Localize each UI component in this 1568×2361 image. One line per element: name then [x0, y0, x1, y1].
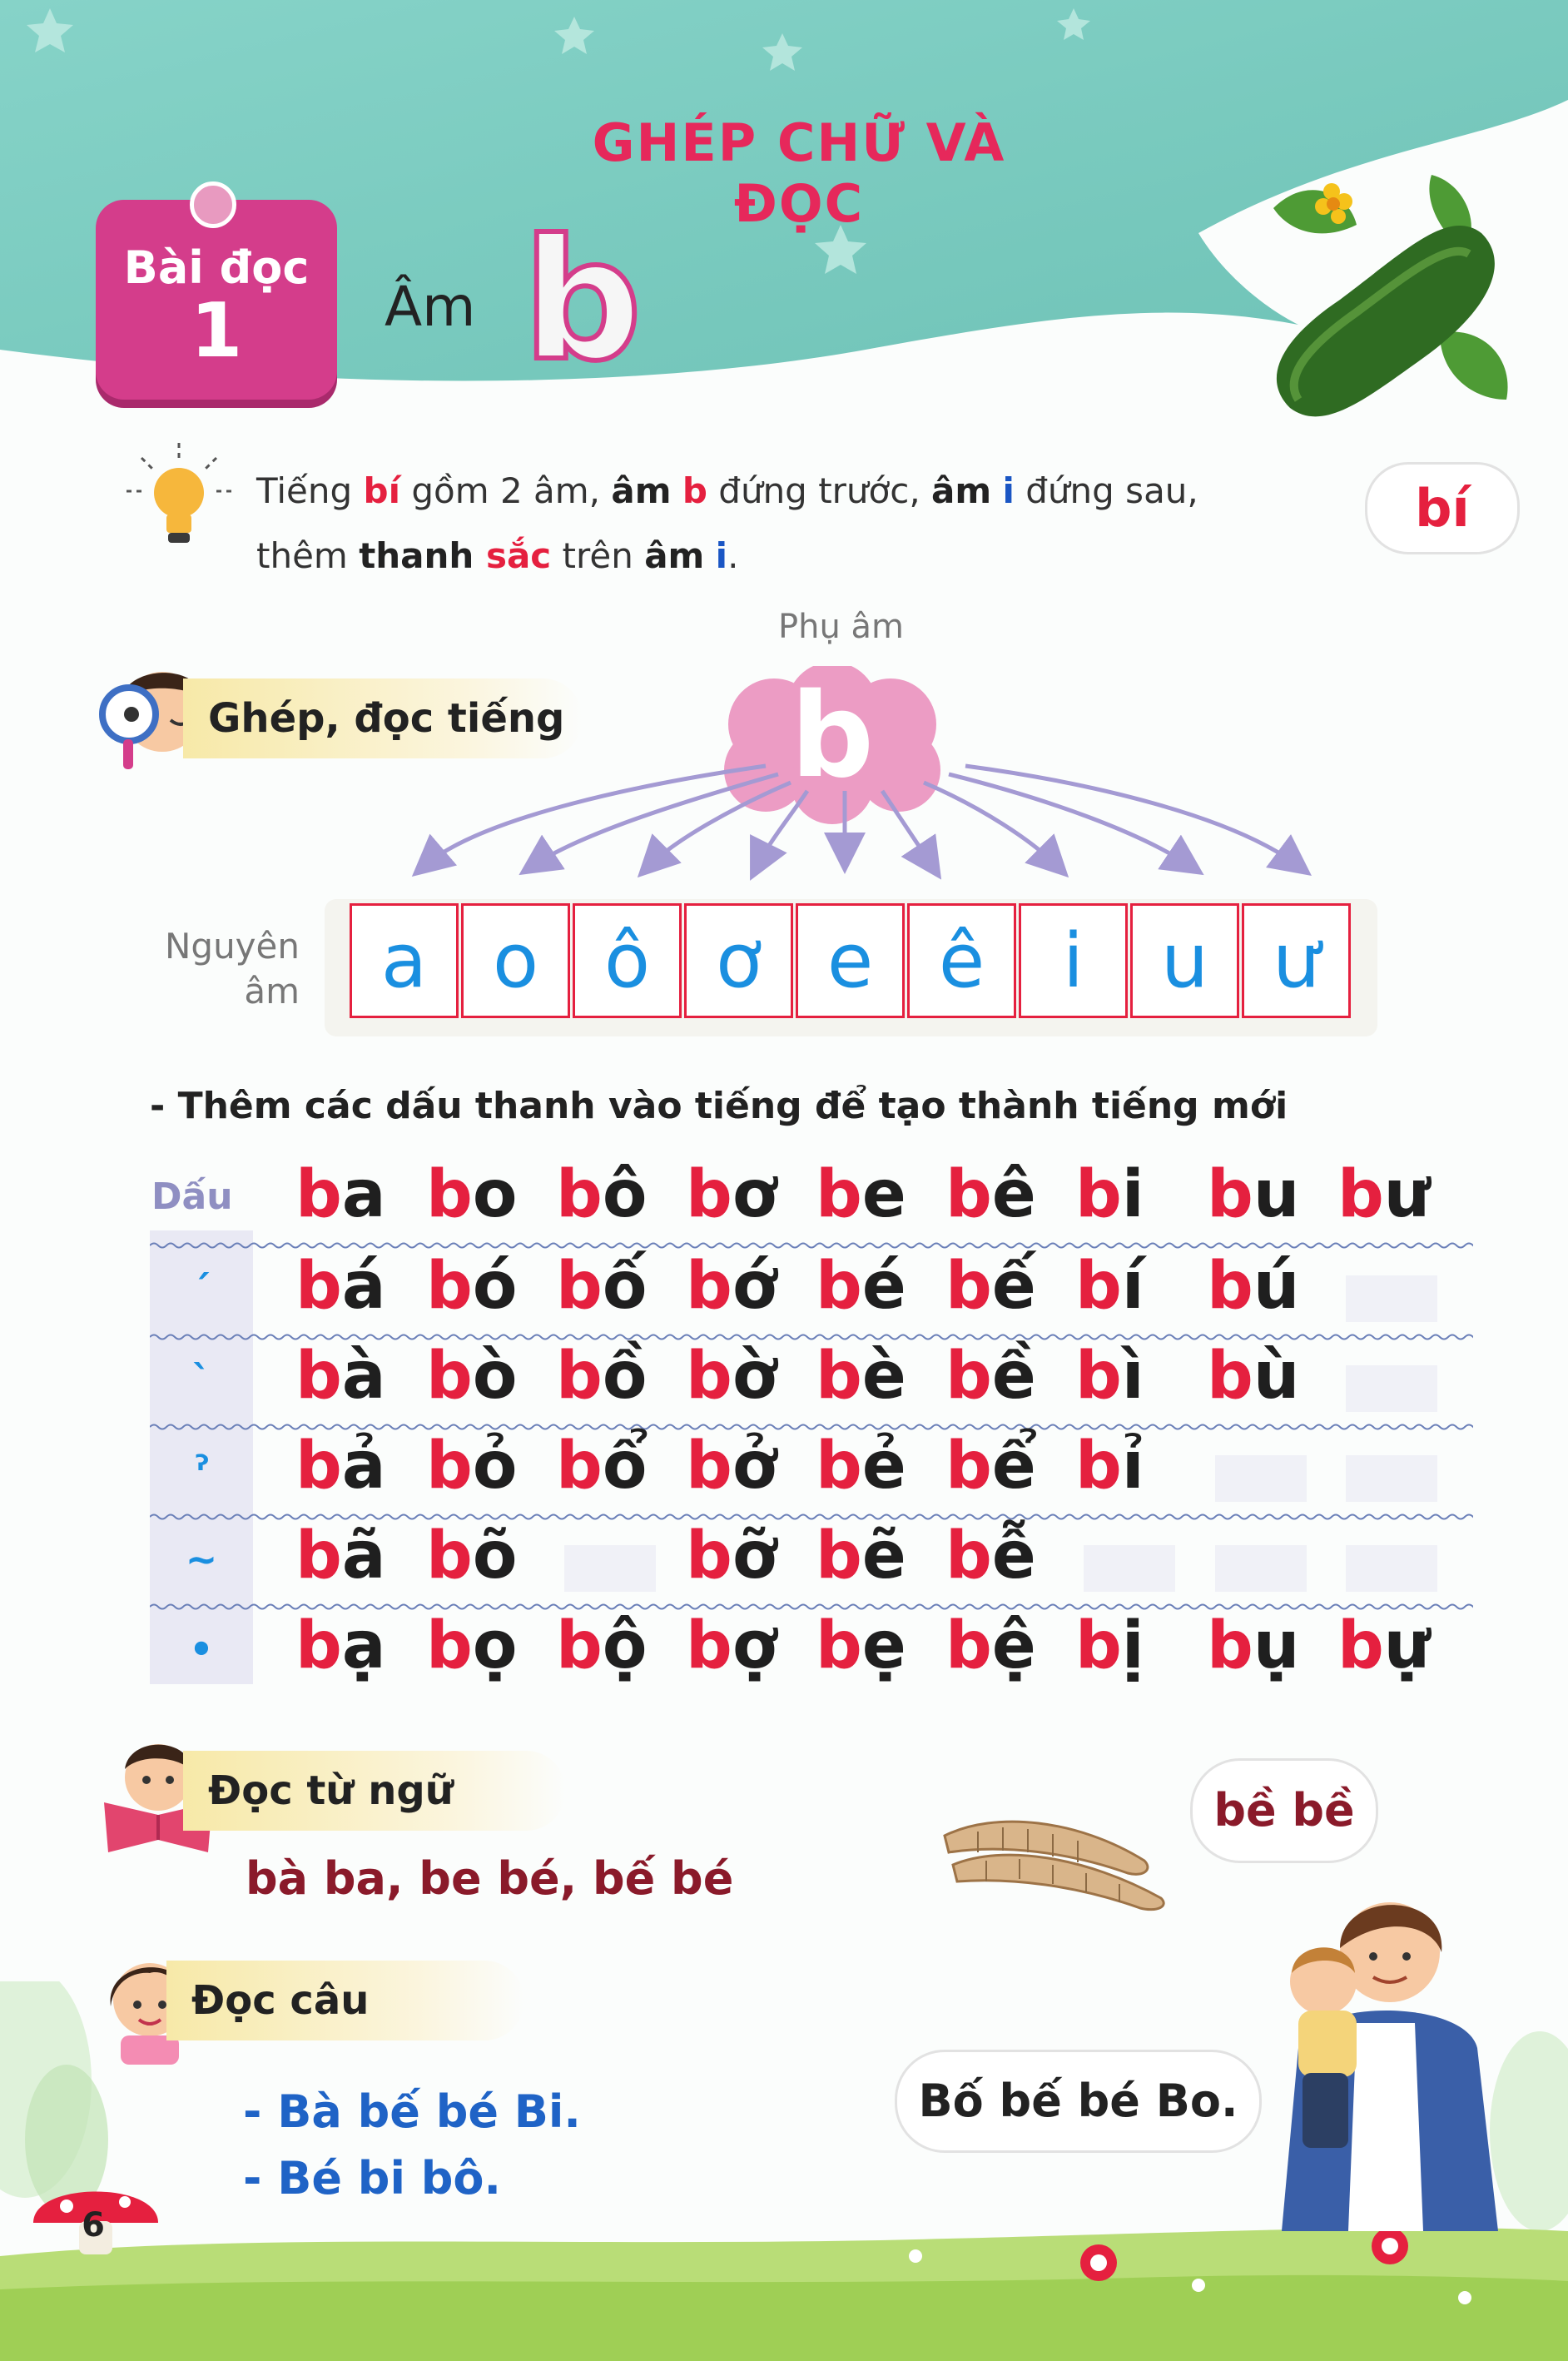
consonant-label: Phụ âm — [778, 608, 905, 646]
vowel-o: o — [461, 903, 570, 1018]
vowel-i: i — [1019, 903, 1128, 1018]
empty-cell — [1215, 1545, 1307, 1592]
vowel-a: a — [350, 903, 459, 1018]
syllable-cell: bố — [556, 1249, 648, 1324]
empty-cell — [1084, 1545, 1175, 1592]
rule-segment: thanh — [359, 535, 486, 576]
rule-line-2 — [256, 535, 738, 576]
syllable-cell: bư — [1337, 1157, 1431, 1232]
lesson-label: Bài đọc — [123, 241, 310, 294]
speech-bubble-bo: Bố bế bé Bo. — [895, 2050, 1262, 2153]
vowel-label-line1: Nguyên — [164, 926, 300, 967]
am-label: Âm — [385, 275, 476, 339]
page-number: 6 — [82, 2206, 105, 2244]
syllable-cell: bỏ — [426, 1429, 518, 1504]
syllable-cell: bú — [1207, 1249, 1300, 1324]
rule-segment: bí — [363, 470, 400, 511]
tone-mark-4: ~ — [185, 1537, 218, 1582]
syllable-cell: bá — [295, 1249, 386, 1324]
syllable-cell: bế — [945, 1249, 1036, 1324]
syllable-cell: bự — [1337, 1608, 1431, 1683]
rule-segment: i — [1002, 470, 1015, 511]
syllable-cell: bọ — [426, 1608, 518, 1683]
syllable-cell: bí — [1075, 1249, 1144, 1324]
empty-cell — [564, 1545, 656, 1592]
page-title: GHÉP CHỮ VÀ ĐỌC — [592, 112, 1006, 234]
vowel-o-circumflex: ô — [573, 903, 682, 1018]
vowel-e-circumflex: ê — [907, 903, 1016, 1018]
syllable-cell: bì — [1075, 1339, 1144, 1414]
syllable-cell: bồ — [556, 1339, 648, 1414]
rule-segment: b — [682, 470, 707, 511]
empty-cell — [1346, 1545, 1437, 1592]
syllable-cell: bụ — [1207, 1608, 1300, 1683]
syllable-cell: bù — [1207, 1339, 1300, 1414]
syllable-cell: bê — [945, 1157, 1036, 1232]
empty-cell — [1215, 1455, 1307, 1502]
rule-segment — [672, 470, 682, 511]
vowel-u-horn: ư — [1242, 903, 1351, 1018]
rule-segment: âm — [611, 470, 672, 511]
rule-segment — [704, 535, 715, 576]
syllable-cell: bề — [945, 1339, 1036, 1414]
vowel-e: e — [796, 903, 905, 1018]
instruction-text: - Thêm các dấu thanh vào tiếng để tạo thành tiếng mới — [150, 1085, 1288, 1127]
syllable-cell: bo — [426, 1157, 518, 1232]
syllable-cell: bễ — [945, 1518, 1036, 1593]
rule-segment: gồm 2 âm, — [399, 470, 612, 511]
tone-mark-1: ˊ — [191, 1267, 211, 1312]
vowel-row — [350, 903, 1353, 1021]
syllable-cell: bỡ — [686, 1518, 777, 1593]
syllable-cell: be — [816, 1157, 906, 1232]
tone-mark-3: ˀ — [195, 1447, 208, 1492]
rule-segment: âm — [644, 535, 705, 576]
empty-cell — [1346, 1365, 1437, 1412]
rule-segment: âm — [931, 470, 992, 511]
syllable-cell: bợ — [686, 1608, 777, 1683]
rule-segment: sắc — [485, 535, 552, 576]
example-word-badge: bí — [1365, 462, 1520, 554]
sentence-1: - Bà bế bé Bi. — [243, 2085, 581, 2138]
syllable-cell: bi — [1075, 1157, 1144, 1232]
tone-header-label: Dấu — [151, 1176, 233, 1218]
consonant-letter: b — [790, 669, 875, 804]
syllable-cell: bò — [426, 1339, 518, 1414]
reading-words: bà ba, be bé, bế bé — [246, 1852, 734, 1905]
lesson-number: 1 — [190, 287, 243, 375]
vowel-label-line2: âm — [244, 971, 300, 1012]
am-letter: b — [523, 204, 643, 398]
rule-segment — [991, 470, 1002, 511]
syllable-cell: bị — [1075, 1608, 1144, 1683]
rule-segment: trên — [551, 535, 645, 576]
lightbulb-icon — [125, 441, 233, 558]
rule-segment: đứng trước, — [707, 470, 932, 511]
zucchini-illustration — [1240, 158, 1523, 441]
syllable-cell: bớ — [686, 1249, 777, 1324]
rule-segment: i — [715, 535, 728, 576]
rule-segment: đứng sau, — [1014, 470, 1198, 511]
tone-mark-2: ˋ — [191, 1357, 211, 1402]
lesson-badge — [96, 200, 337, 400]
syllable-cell: bẻ — [816, 1429, 906, 1504]
syllable-cell: ba — [295, 1157, 386, 1232]
syllable-cell: bể — [945, 1429, 1036, 1504]
syllable-cell: bả — [295, 1429, 386, 1504]
syllable-cell: bô — [556, 1157, 648, 1232]
syllable-cell: bổ — [556, 1429, 648, 1504]
syllable-cell: bỉ — [1075, 1429, 1144, 1504]
syllable-cell: bé — [816, 1249, 906, 1324]
father-and-son-illustration — [1248, 1873, 1523, 2231]
syllable-cell: bõ — [426, 1518, 518, 1593]
speech-bubble-be-be: bề bề — [1190, 1758, 1378, 1863]
syllable-cell: bờ — [686, 1339, 777, 1414]
sentence-2: - Bé bi bô. — [243, 2152, 502, 2204]
syllable-cell: bơ — [686, 1157, 777, 1232]
syllable-cell: bạ — [295, 1608, 386, 1683]
vowel-o-horn: ơ — [684, 903, 793, 1018]
tone-mark-5: • — [189, 1627, 214, 1672]
syllable-cell: bè — [816, 1339, 906, 1414]
rule-segment: . — [727, 535, 739, 576]
section-doc-tu-ngu: Đọc từ ngữ — [183, 1751, 566, 1831]
vowel-label — [150, 924, 300, 1014]
section-doc-cau: Đọc câu — [166, 1961, 524, 2040]
syllable-cell: bà — [295, 1339, 386, 1414]
empty-cell — [1346, 1455, 1437, 1502]
syllable-cell: bó — [426, 1249, 518, 1324]
syllable-cell: bẹ — [816, 1608, 906, 1683]
syllable-cell: bu — [1207, 1157, 1300, 1232]
connector-arrows — [399, 741, 1357, 891]
syllable-cell: bã — [295, 1518, 386, 1593]
rule-line-1 — [256, 470, 1198, 511]
rule-segment: Tiếng — [256, 470, 364, 511]
syllable-cell: bộ — [556, 1608, 648, 1683]
syllable-cell: bở — [686, 1429, 777, 1504]
syllable-cell: bệ — [945, 1608, 1036, 1683]
mantis-shrimp-illustration — [928, 1786, 1186, 1927]
pin-icon — [190, 181, 236, 228]
vowel-u: u — [1130, 903, 1239, 1018]
syllable-cell: bẽ — [816, 1518, 906, 1593]
empty-cell — [1346, 1275, 1437, 1322]
rule-segment: thêm — [256, 535, 360, 576]
section-ghep-doc-tieng: Ghép, đọc tiếng — [183, 678, 583, 758]
